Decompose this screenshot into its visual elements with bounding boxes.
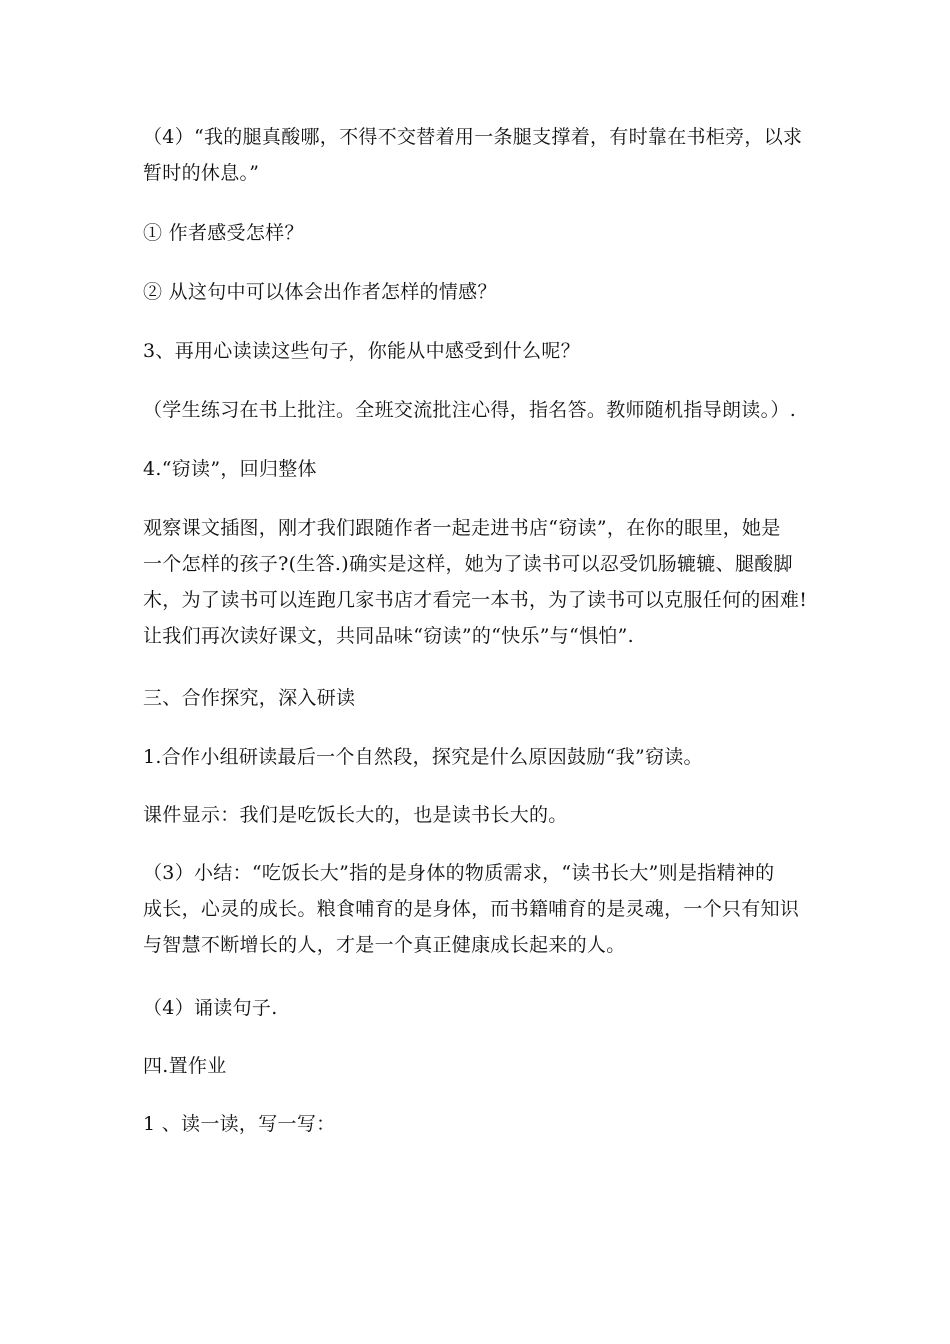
paragraph-step-4-heading <box>143 451 813 487</box>
text-line: ② 从这句中可以体会出作者怎样的情感？ <box>143 281 497 303</box>
section-4-heading <box>143 1048 813 1084</box>
text-line: 一个怎样的孩子?(生答.)确实是这样，她为了读书可以忍受饥肠辘辘、腿酸脚 <box>143 553 793 575</box>
paragraph-sub-question-2 <box>143 274 813 310</box>
text-line: （4）诵读句子. <box>143 997 278 1019</box>
paragraph-summary <box>143 855 813 963</box>
paragraph-question-4 <box>143 119 813 191</box>
text-line: 四.置作业 <box>143 1055 227 1077</box>
text-line: 与智慧不断增长的人，才是一个真正健康成长起来的人。 <box>143 934 626 956</box>
text-line: ① 作者感受怎样？ <box>143 222 304 244</box>
paragraph-step-3 <box>143 333 813 369</box>
text-line: 让我们再次读好课文，共同品味“窃读”的“快乐”与“惧怕”. <box>143 625 635 647</box>
text-line: 4.“窃读”，回归整体 <box>143 458 317 480</box>
text-line: 三、合作探究，深入研读 <box>143 687 356 709</box>
text-line: 暂时的休息。” <box>143 162 260 184</box>
text-line: 1 、读一读，写一写： <box>143 1113 336 1135</box>
text-line: 3、再用心读读这些句子，你能从中感受到什么呢？ <box>143 340 580 362</box>
paragraph-homework-1 <box>143 1106 813 1142</box>
section-3-heading <box>143 680 813 716</box>
text-line: （3）小结：“吃饭长大”指的是身体的物质需求，“读书长大”则是指精神的 <box>143 862 775 884</box>
text-line: （学生练习在书上批注。全班交流批注心得，指名答。教师随机指导朗读。）. <box>143 399 797 421</box>
paragraph-recite <box>143 990 813 1026</box>
text-line: 1.合作小组研读最后一个自然段，探究是什么原因鼓励“我”窃读。 <box>143 746 703 768</box>
text-line: 成长，心灵的成长。粮食哺育的是身体，而书籍哺育的是灵魂，一个只有知识 <box>143 898 800 920</box>
text-line: 观察课文插图，刚才我们跟随作者一起走进书店“窃读”，在你的眼里，她是 <box>143 517 781 539</box>
paragraph-student-practice <box>143 392 813 428</box>
paragraph-group-study <box>143 739 813 775</box>
text-line: 课件显示：我们是吃饭长大的，也是读书长大的。 <box>143 804 568 826</box>
paragraph-illustration-observation <box>143 510 813 654</box>
text-line: （4）“我的腿真酸哪，不得不交替着用一条腿支撑着，有时靠在书柜旁，以求 <box>143 126 803 148</box>
paragraph-sub-question-1 <box>143 215 813 251</box>
text-line: 木，为了读书可以连跑几家书店才看完一本书，为了读书可以克服任何的困难! <box>143 589 808 611</box>
paragraph-courseware <box>143 797 813 833</box>
